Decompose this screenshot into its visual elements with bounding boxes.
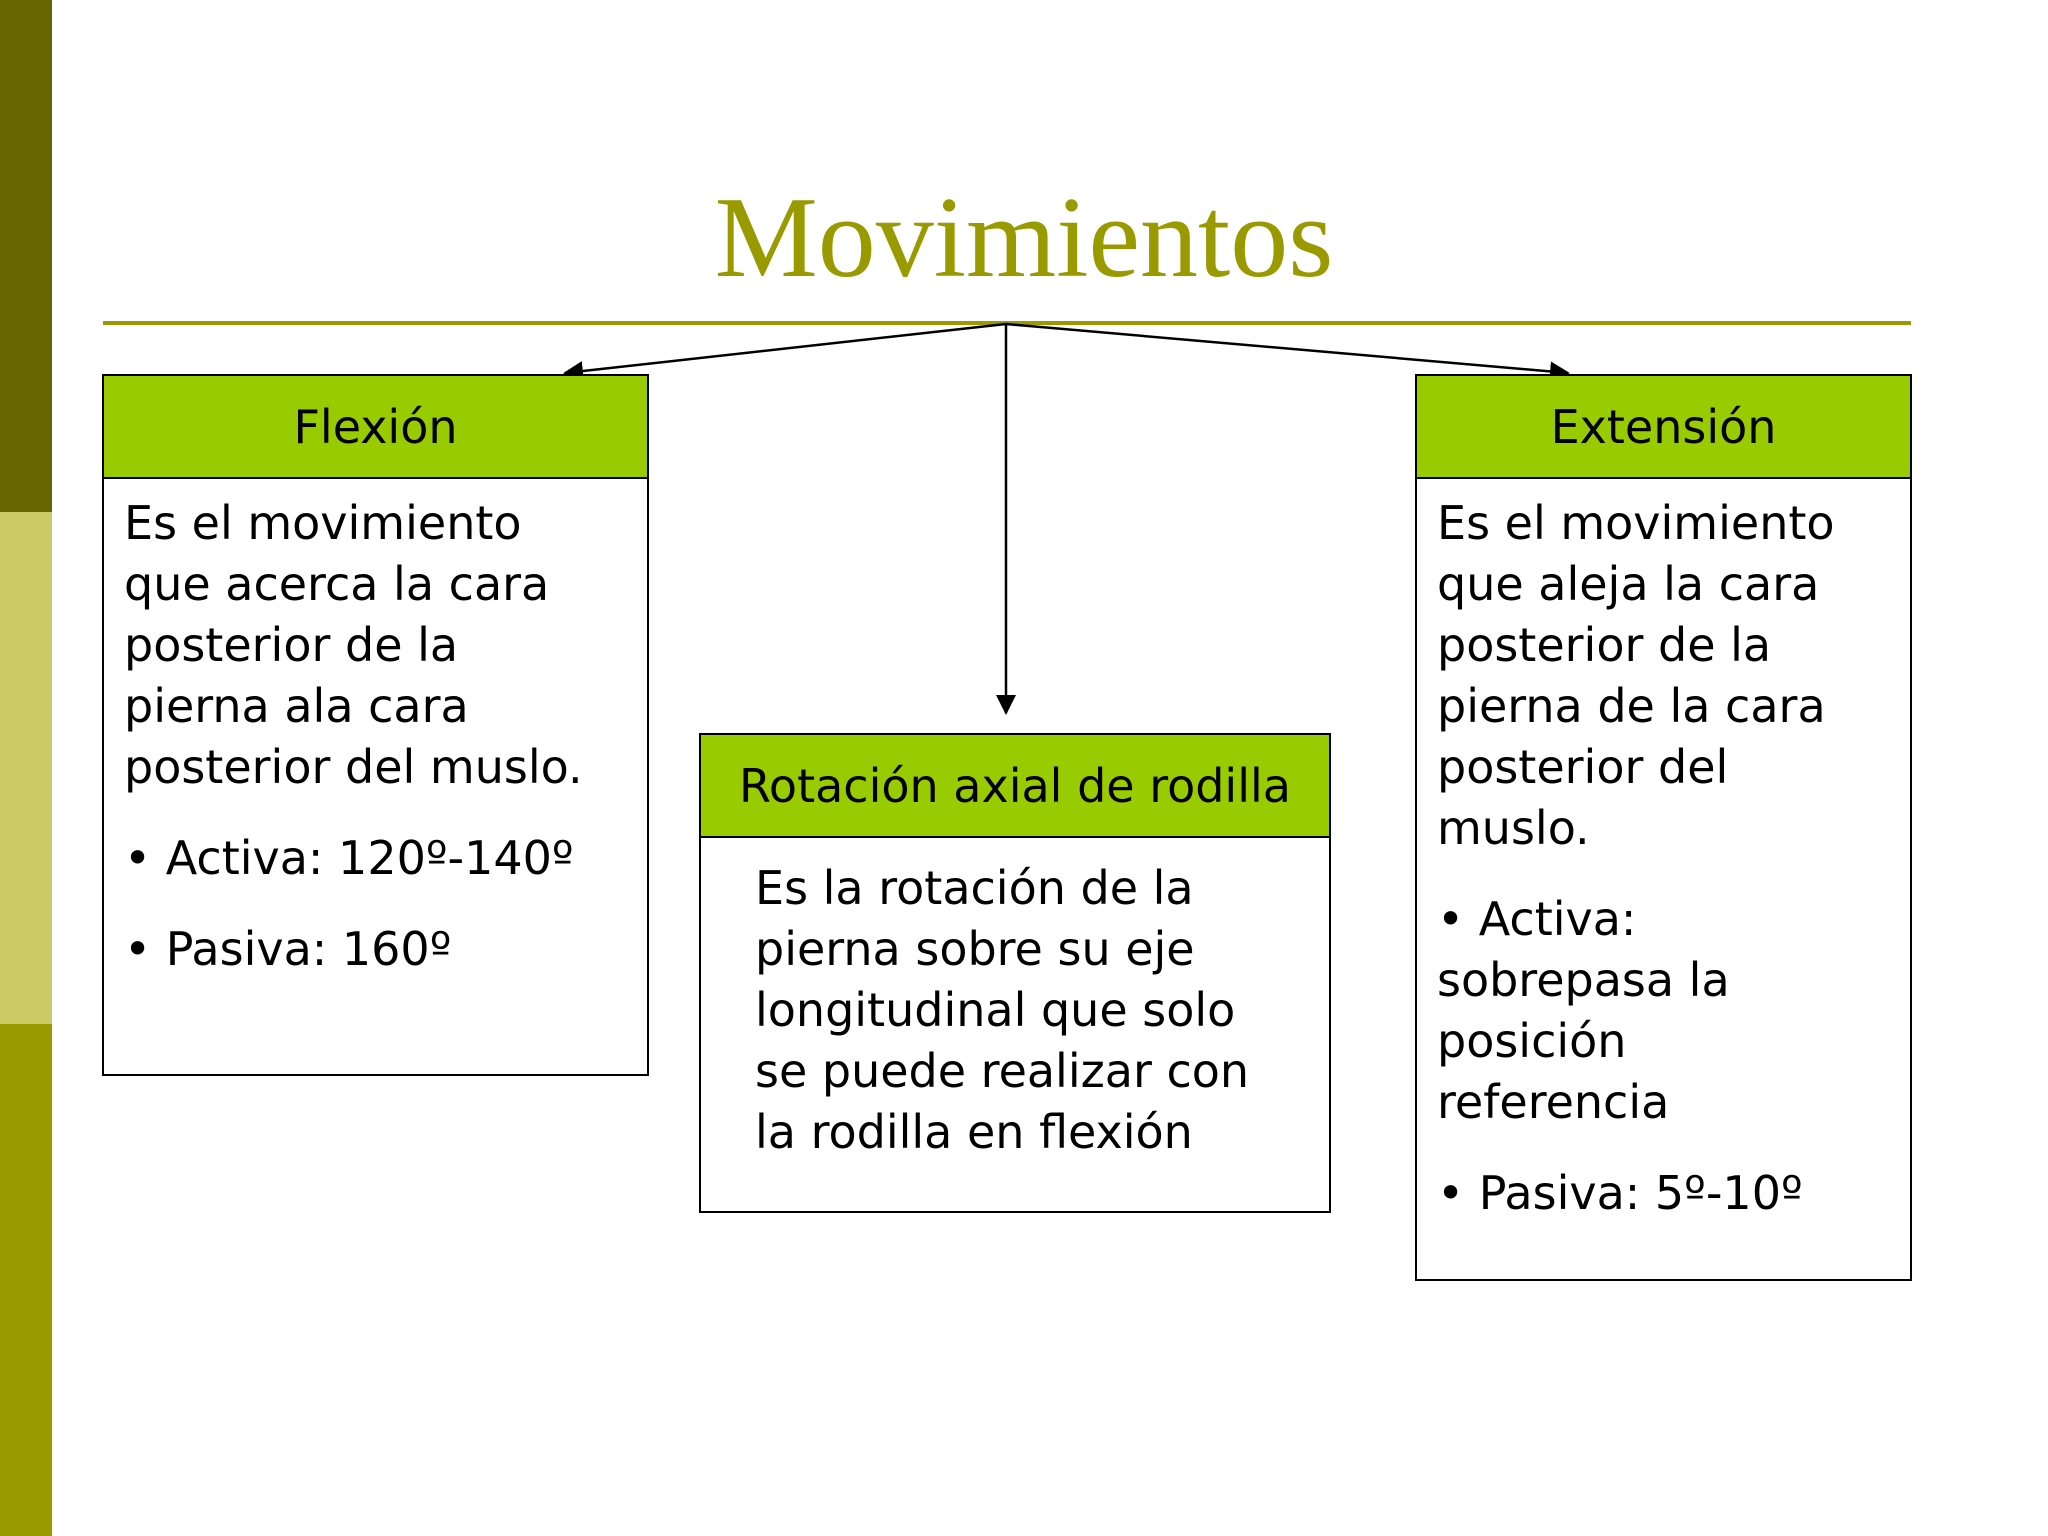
extension-description-line: Es el movimiento — [1437, 496, 1835, 550]
extension-bullet-activa-line: sobrepasa la — [1437, 953, 1730, 1007]
extension-bullet-activa-line: referencia — [1437, 1075, 1670, 1129]
rotacion-box — [699, 733, 1331, 1213]
flexion-description-line: posterior de la — [124, 618, 459, 672]
extension-description-line: posterior del — [1437, 740, 1729, 794]
extension-bullet-activa: • Activa: — [1437, 892, 1637, 946]
rotacion-description-line: la rodilla en flexión — [755, 1105, 1193, 1159]
rotacion-header: Rotación axial de rodilla — [701, 735, 1329, 838]
rotacion-description-line: Es la rotación de la — [755, 861, 1194, 915]
extension-bullet-pasiva: • Pasiva: 5º-10º — [1437, 1166, 1803, 1220]
side-bar-bottom — [0, 1024, 52, 1536]
flexion-description-line: pierna ala cara — [124, 679, 469, 733]
flexion-description-line: Es el movimiento — [124, 496, 522, 550]
arrow-to-extension — [1006, 324, 1568, 373]
flexion-bullet-activa: • Activa: 120º-140º — [124, 831, 574, 885]
extension-bullet-activa-line: posición — [1437, 1014, 1627, 1068]
extension-body — [1417, 479, 1910, 1224]
extension-description-line: pierna de la cara — [1437, 679, 1826, 733]
rotacion-description-line: pierna sobre su eje — [755, 922, 1195, 976]
extension-header: Extensión — [1417, 376, 1910, 479]
extension-description-line: que aleja la cara — [1437, 557, 1820, 611]
slide-title: Movimientos — [714, 174, 1334, 302]
title-underline — [103, 321, 1911, 325]
flexion-description-line: posterior del muslo. — [124, 740, 583, 794]
extension-description-line: posterior de la — [1437, 618, 1772, 672]
flexion-header: Flexión — [104, 376, 647, 479]
rotacion-description-line: longitudinal que solo — [755, 983, 1236, 1037]
extension-box — [1415, 374, 1912, 1281]
flexion-body — [104, 479, 647, 980]
flexion-description-line: que acerca la cara — [124, 557, 550, 611]
rotacion-description-line: se puede realizar con — [755, 1044, 1250, 1098]
rotacion-body — [701, 838, 1329, 1163]
extension-description-line: muslo. — [1437, 801, 1590, 855]
arrow-to-flexion — [565, 324, 1006, 373]
flexion-bullet-pasiva: • Pasiva: 160º — [124, 922, 452, 976]
flexion-box — [102, 374, 649, 1076]
side-bar-middle — [0, 512, 52, 1024]
